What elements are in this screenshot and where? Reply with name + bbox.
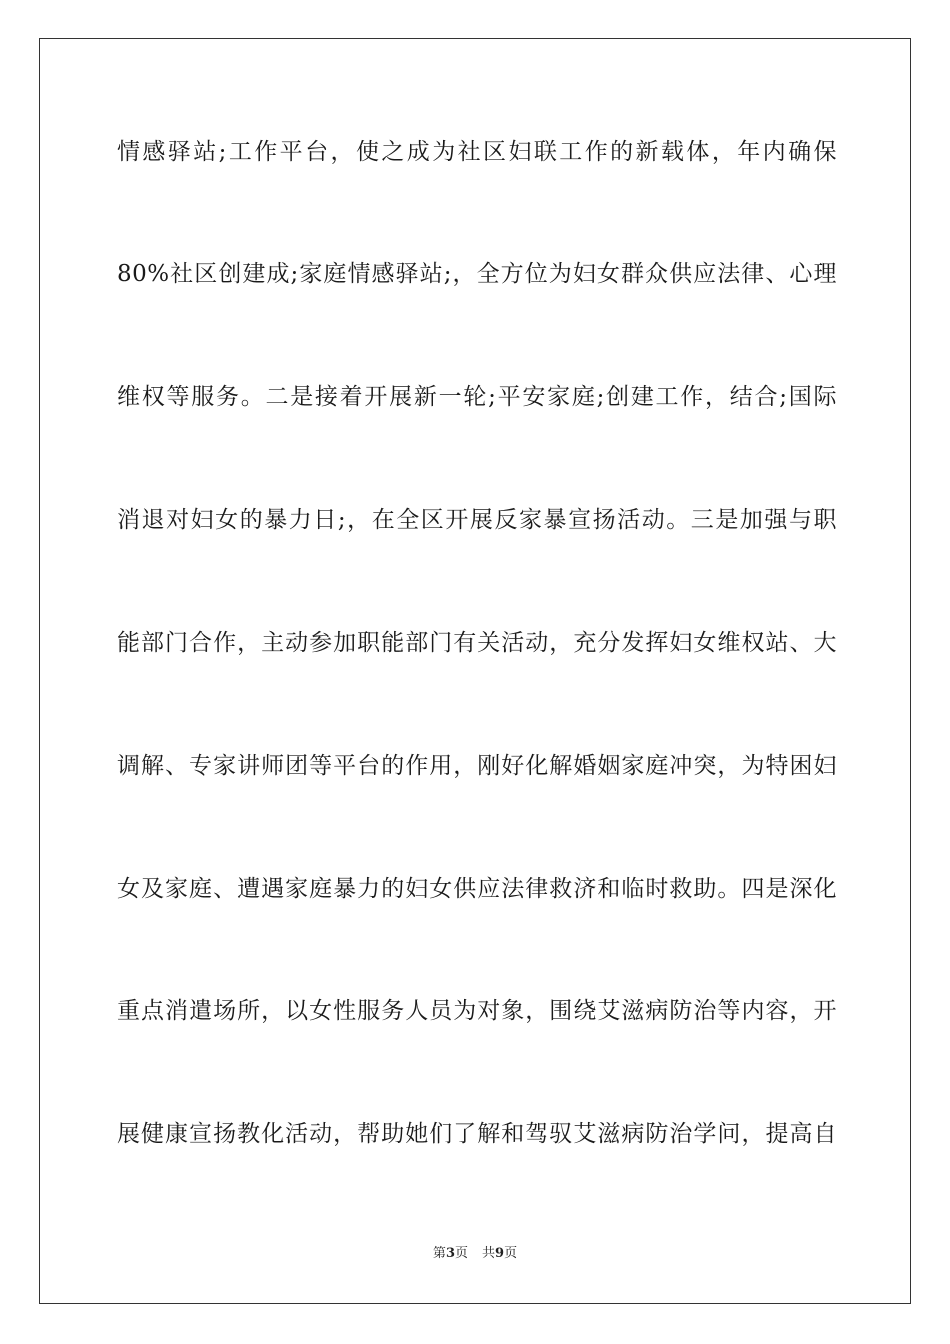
total-prefix: 共 xyxy=(482,1246,496,1261)
total-suffix: 页 xyxy=(504,1246,518,1261)
text-line: 80%社区创建成;家庭情感驿站;，全方位为妇女群众供应法律、心理 xyxy=(117,261,837,287)
text-line: 情感驿站;工作平台，使之成为社区妇联工作的新载体，年内确保 xyxy=(117,139,837,165)
text-line: 展健康宣扬教化活动，帮助她们了解和驾驭艾滋病防治学问，提高自 xyxy=(117,1121,837,1147)
text-line: 重点消遣场所，以女性服务人员为对象，围绕艾滋病防治等内容，开 xyxy=(117,998,837,1024)
total-pages-number: 9 xyxy=(495,1246,505,1261)
text-line: 消退对妇女的暴力日;，在全区开展反家暴宣扬活动。三是加强与职 xyxy=(117,507,837,533)
page-prefix: 第 xyxy=(432,1246,446,1261)
page-footer xyxy=(0,1245,950,1263)
text-line: 能部门合作，主动参加职能部门有关活动，充分发挥妇女维权站、大 xyxy=(117,630,837,656)
text-line: 女及家庭、遭遇家庭暴力的妇女供应法律救济和临时救助。四是深化 xyxy=(117,876,837,902)
text-line: 维权等服务。二是接着开展新一轮;平安家庭;创建工作，结合;国际 xyxy=(117,384,837,410)
page-suffix: 页 xyxy=(454,1246,468,1261)
current-page-number: 3 xyxy=(445,1246,455,1261)
page-frame xyxy=(39,38,911,1304)
text-line: 调解、专家讲师团等平台的作用，刚好化解婚姻家庭冲突，为特困妇 xyxy=(117,753,837,779)
